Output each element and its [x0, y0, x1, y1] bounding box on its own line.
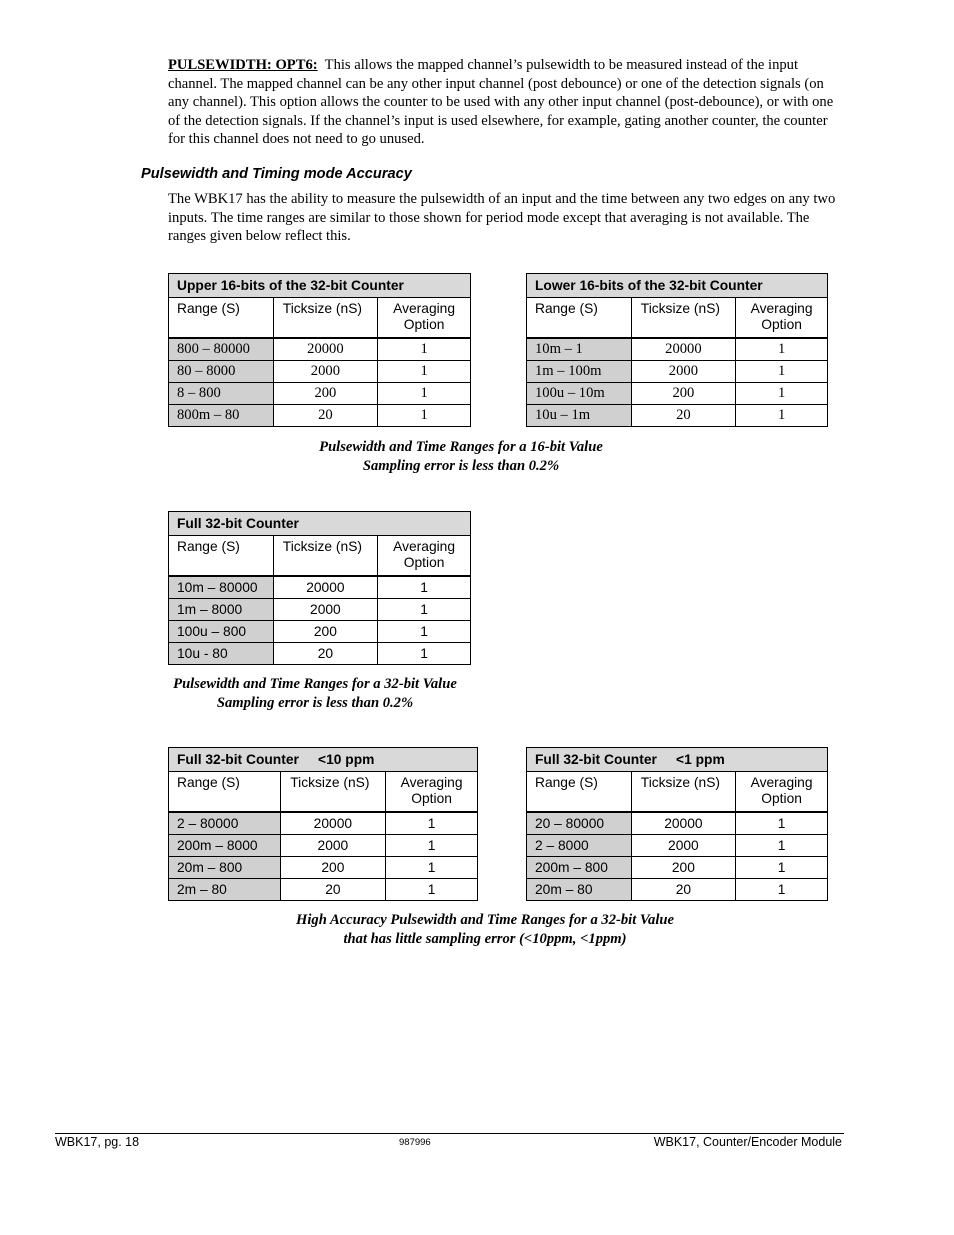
table-cell: 1m – 100m — [527, 361, 632, 383]
section-heading: Pulsewidth and Timing mode Accuracy — [141, 166, 412, 182]
intro-lead: PULSEWIDTH: OPT6: — [168, 57, 318, 73]
table-row — [527, 361, 828, 383]
table-cell: 20000 — [631, 812, 736, 835]
caption-line: Sampling error is less than 0.2% — [362, 457, 560, 474]
table-cell: 20 — [631, 405, 736, 427]
lower16-table — [526, 273, 828, 427]
table-cell: 20 – 80000 — [527, 812, 632, 835]
column-header: Averaging Option — [736, 298, 828, 339]
table-cell: 1 — [378, 405, 471, 427]
table-cell: 20000 — [280, 812, 386, 835]
table-row — [169, 405, 471, 427]
column-header: Ticksize (nS) — [273, 536, 378, 577]
table-row — [169, 338, 471, 361]
upper16-table — [168, 273, 471, 427]
footer-page: WBK17, pg. 18 — [55, 1135, 140, 1149]
table-row — [527, 383, 828, 405]
table-cell: 1 — [378, 338, 471, 361]
table-cell: 800m – 80 — [169, 405, 274, 427]
caption-line: Pulsewidth and Time Ranges for a 32-bit Value — [173, 676, 457, 692]
table-row — [527, 405, 828, 427]
table-row — [527, 338, 828, 361]
table-row — [169, 812, 478, 835]
table-cell: 2000 — [273, 599, 378, 621]
table-title: Full 32-bit Counter <10 ppm — [169, 748, 478, 772]
table-cell: 200m – 8000 — [169, 835, 281, 857]
table-cell: 2m – 80 — [169, 879, 281, 901]
caption-line: Pulsewidth and Time Ranges for a 16-bit Value — [319, 439, 603, 455]
intro-text: This allows the mapped channel’s pulsewidth to be measured instead of the input channel. The mapped channel can be any other input channel (post debounce) or one of the detection signals (on any channel). This option allows the counter to be used with any other input channel (post-debounce), or with one of the detection signals. If the channel’s input is used elsewhere, for example, gating another counter, the counter for this channel does not need to go unused. — [168, 57, 834, 148]
table-cell: 2000 — [631, 835, 736, 857]
table-cell: 100u – 800 — [169, 621, 274, 643]
footer-rule — [55, 1133, 844, 1134]
column-header: Averaging Option — [736, 772, 828, 813]
column-header: Ticksize (nS) — [280, 772, 386, 813]
table-cell: 20m – 800 — [169, 857, 281, 879]
intro-paragraph — [168, 56, 840, 149]
table-cell: 10u – 1m — [527, 405, 632, 427]
table-cell: 1 — [736, 361, 828, 383]
caption-line: that has little sampling error (<10ppm, <1ppm) — [343, 930, 627, 947]
column-header: Ticksize (nS) — [273, 298, 378, 339]
table-cell: 20m – 80 — [527, 879, 632, 901]
column-header: Averaging Option — [378, 298, 471, 339]
table-cell: 200 — [631, 383, 736, 405]
table-cell: 20000 — [631, 338, 736, 361]
table-row — [169, 643, 471, 665]
table-cell: 2000 — [631, 361, 736, 383]
full32-1ppm-table — [526, 747, 828, 901]
table-cell: 200 — [273, 383, 378, 405]
full32-10ppm-table — [168, 747, 478, 901]
table-row — [169, 383, 471, 405]
table-cell: 1 — [736, 338, 828, 361]
caption-line: High Accuracy Pulsewidth and Time Ranges for a 32-bit Value — [296, 912, 674, 928]
section-paragraph: The WBK17 has the ability to measure the pulsewidth of an input and the time between any two edges on any two inputs. The time ranges are similar to those shown for period mode except that averaging is not available. The ranges given below reflect this. — [168, 191, 836, 245]
column-header: Ticksize (nS) — [631, 298, 736, 339]
table-cell: 1 — [736, 835, 828, 857]
table-cell: 1 — [386, 835, 478, 857]
table-cell: 1 — [386, 879, 478, 901]
column-header: Averaging Option — [378, 536, 471, 577]
table-cell: 1 — [378, 621, 471, 643]
caption-high-accuracy — [260, 911, 710, 948]
table-cell: 1 — [378, 599, 471, 621]
table-cell: 20 — [273, 643, 378, 665]
table-title: Full 32-bit Counter <1 ppm — [527, 748, 828, 772]
table-cell: 20000 — [273, 338, 378, 361]
table-cell: 100u – 10m — [527, 383, 632, 405]
table-row — [169, 879, 478, 901]
table-cell: 200 — [280, 857, 386, 879]
table-cell: 2 – 80000 — [169, 812, 281, 835]
table-cell: 80 – 8000 — [169, 361, 274, 383]
column-header: Range (S) — [527, 298, 632, 339]
table-row — [527, 835, 828, 857]
table-cell: 1 — [736, 383, 828, 405]
table-cell: 10m – 80000 — [169, 576, 274, 599]
table-row — [169, 599, 471, 621]
table-cell: 1 — [378, 643, 471, 665]
table-cell: 20 — [280, 879, 386, 901]
table-cell: 1 — [736, 857, 828, 879]
table-row — [169, 857, 478, 879]
table-title: Lower 16-bits of the 32-bit Counter — [527, 274, 828, 298]
column-header: Ticksize (nS) — [631, 772, 736, 813]
table-title: Upper 16-bits of the 32-bit Counter — [169, 274, 471, 298]
table-cell: 1 — [386, 857, 478, 879]
table-cell: 20 — [631, 879, 736, 901]
table-row — [169, 621, 471, 643]
table-row — [169, 835, 478, 857]
table-cell: 200 — [631, 857, 736, 879]
table-cell: 20000 — [273, 576, 378, 599]
column-header: Range (S) — [169, 298, 274, 339]
table-cell: 8 – 800 — [169, 383, 274, 405]
table-row — [169, 576, 471, 599]
table-row — [169, 361, 471, 383]
table-cell: 1m – 8000 — [169, 599, 274, 621]
table-row — [527, 812, 828, 835]
table-cell: 200m – 800 — [527, 857, 632, 879]
column-header: Range (S) — [527, 772, 632, 813]
column-header: Averaging Option — [386, 772, 478, 813]
table-cell: 2000 — [280, 835, 386, 857]
table-cell: 10u - 80 — [169, 643, 274, 665]
footer-title: WBK17, Counter/Encoder Module — [653, 1135, 842, 1149]
table-cell: 1 — [736, 405, 828, 427]
table-cell: 1 — [736, 879, 828, 901]
table-cell: 10m – 1 — [527, 338, 632, 361]
table-cell: 1 — [386, 812, 478, 835]
table-cell: 200 — [273, 621, 378, 643]
table-cell: 1 — [378, 361, 471, 383]
table-cell: 800 – 80000 — [169, 338, 274, 361]
footer-doc-number: 987996 — [399, 1137, 431, 1148]
table-cell: 20 — [273, 405, 378, 427]
table-cell: 1 — [736, 812, 828, 835]
caption-line: Sampling error is less than 0.2% — [216, 694, 414, 711]
caption-16bit — [300, 438, 622, 475]
table-row — [527, 879, 828, 901]
table-cell: 2000 — [273, 361, 378, 383]
full32-table — [168, 511, 471, 665]
table-cell: 1 — [378, 576, 471, 599]
table-title: Full 32-bit Counter — [169, 512, 471, 536]
caption-32bit — [150, 675, 480, 712]
column-header: Range (S) — [169, 772, 281, 813]
column-header: Range (S) — [169, 536, 274, 577]
table-cell: 2 – 8000 — [527, 835, 632, 857]
table-cell: 1 — [378, 383, 471, 405]
table-row — [527, 857, 828, 879]
